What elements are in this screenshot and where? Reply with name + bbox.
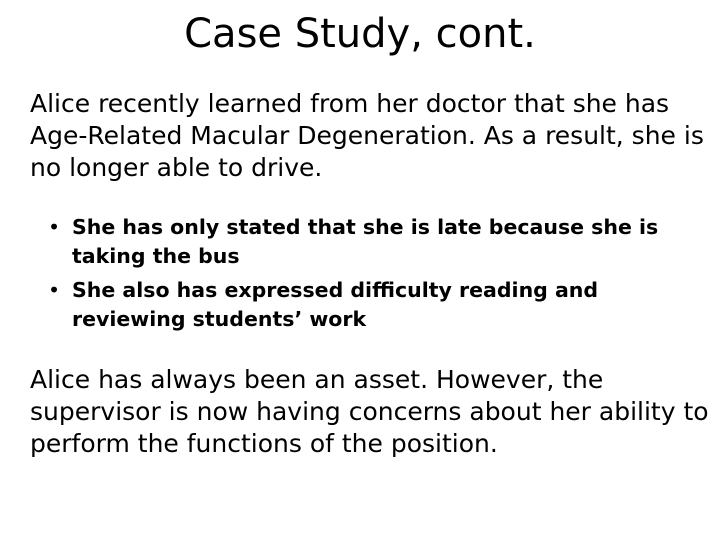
conclusion-paragraph: Alice has always been an asset. However, the supervisor is now having concerns about her ability to perform the functions of the position. xyxy=(30,365,709,458)
bullet-icon: • xyxy=(48,278,61,302)
bullet-text: She also has expressed difficulty reading and reviewing students’ work xyxy=(72,278,599,331)
bullet-icon: • xyxy=(48,215,61,239)
bullet-item xyxy=(48,213,698,271)
bullet-item xyxy=(48,276,698,334)
intro-paragraph: Alice recently learned from her doctor that she has Age-Related Macular Degeneration. As a result, she is no longer able to drive. xyxy=(30,89,704,182)
bullet-text: She has only stated that she is late because she is taking the bus xyxy=(72,215,659,268)
slide-title: Case Study, cont. xyxy=(184,11,536,57)
bullet-list xyxy=(48,213,698,339)
